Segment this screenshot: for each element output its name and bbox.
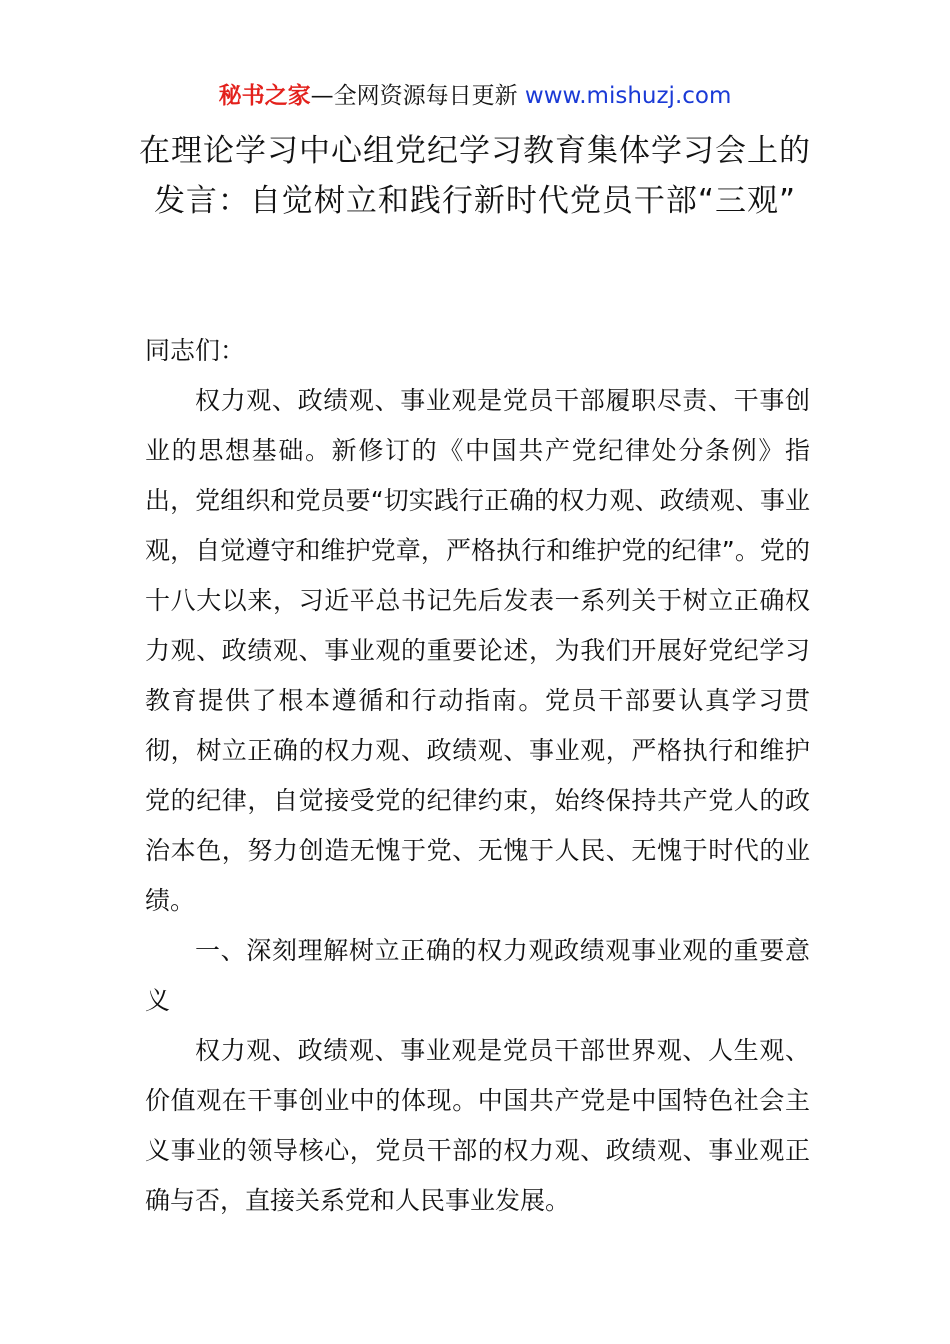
site-brand: 秘书之家 xyxy=(218,83,311,109)
site-url-link[interactable]: www.mishuzj.com xyxy=(524,83,732,109)
greeting: 同志们： xyxy=(145,336,246,365)
document-title: 在理论学习中心组党纪学习教育集体学习会上的发言：自觉树立和践行新时代党员干部“三观” xyxy=(139,133,811,219)
section-heading: 一、深刻理解树立正确的权力观政绩观事业观的重要意义 xyxy=(145,936,810,1015)
site-tagline: —全网资源每日更新 xyxy=(310,83,518,109)
document-body xyxy=(145,326,810,1226)
paragraph-intro: 权力观、政绩观、事业观是党员干部履职尽责、干事创业的思想基础。新修订的《中国共产党纪律处分条例》指出，党组织和党员要“切实践行正确的权力观、政绩观、事业观，自觉遵守和维护党章，严格执行和维护党的纪律”。党的十八大以来，习近平总书记先后发表一系列关于树立正确权力观、政绩观、事业观的重要论述，为我们开展好党纪学习教育提供了根本遵循和行动指南。党员干部要认真学习贯彻，树立正确的权力观、政绩观、事业观，严格执行和维护党的纪律，自觉接受党的纪律约束，始终保持共产党人的政治本色，努力创造无愧于党、无愧于人民、无愧于时代的业绩。 xyxy=(145,386,810,915)
site-header xyxy=(0,80,950,112)
paragraph-section-one: 权力观、政绩观、事业观是党员干部世界观、人生观、价值观在干事创业中的体现。中国共产党是中国特色社会主义事业的领导核心，党员干部的权力观、政绩观、事业观正确与否，直接关系党和人民事业发展。 xyxy=(145,1036,810,1215)
